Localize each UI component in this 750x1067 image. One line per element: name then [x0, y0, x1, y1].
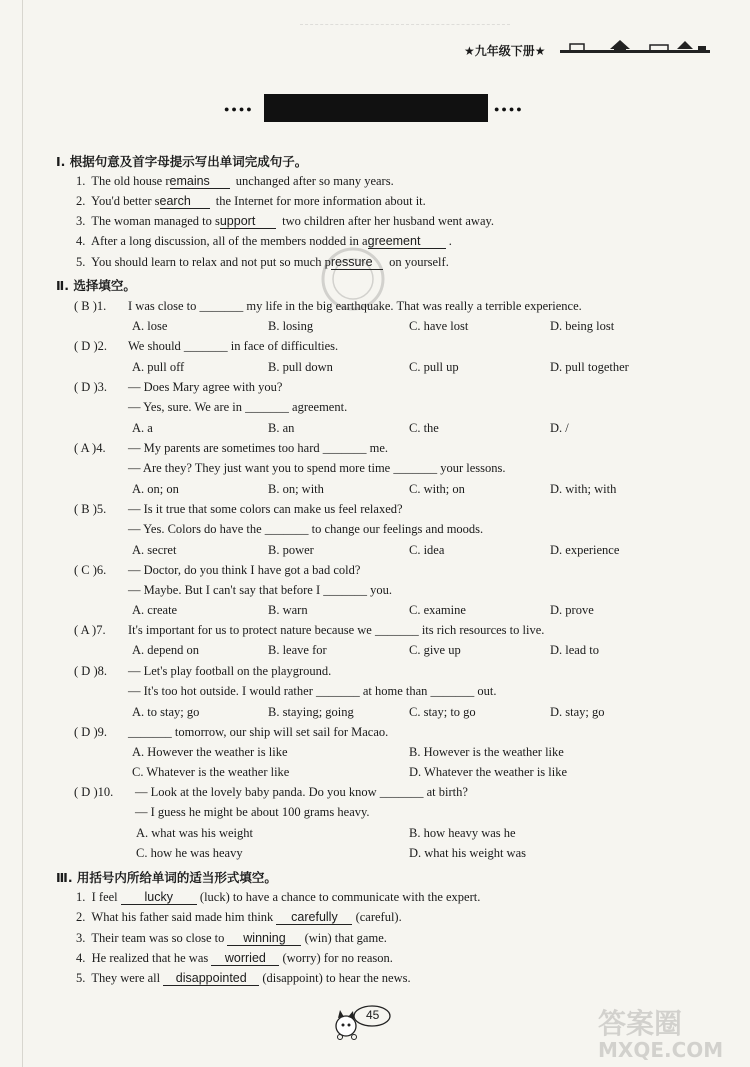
q1-mark: ( B )1. — [74, 299, 107, 313]
option: B. power — [268, 543, 314, 557]
answer-blank: greement — [368, 234, 446, 249]
q8-mark: ( D )8. — [74, 664, 107, 678]
item-text: two children after her husband went away. — [282, 214, 495, 228]
item-text: unchanged after so many years. — [235, 174, 394, 188]
q4-mark: ( A )4. — [74, 441, 106, 455]
option: D. Whatever the weather is like — [409, 765, 568, 779]
option: C. with; on — [409, 482, 465, 496]
answer-blank: upport — [220, 214, 276, 229]
option: C. give up — [409, 643, 461, 657]
item-text: The woman managed to s — [91, 214, 220, 228]
q10-stem-2: — I guess he might be about 100 grams heavy. — [135, 805, 370, 819]
s3-item-4 — [76, 951, 393, 966]
item-text: (careful). — [355, 910, 402, 924]
answer-blank: disappointed — [163, 971, 259, 986]
item-number: 1. — [76, 890, 86, 904]
item-number: 2. — [76, 194, 86, 208]
q4-stem: — My parents are sometimes too hard _______ me. — [128, 441, 389, 455]
q5-mark: ( B )5. — [74, 502, 107, 516]
section-title-bar — [224, 94, 524, 122]
option: A. pull off — [132, 360, 185, 374]
option: B. on; with — [268, 482, 324, 496]
q7-stem: It's important for us to protect nature because we _______ its rich resources to live. — [128, 623, 545, 637]
option: A. create — [132, 603, 178, 617]
s1-item-2 — [76, 194, 426, 209]
option: B. an — [268, 421, 295, 435]
item-text: The old house r — [91, 174, 170, 188]
q3-mark: ( D )3. — [74, 380, 107, 394]
option: B. However is the weather like — [409, 745, 564, 759]
q3-stem-2: — Yes, sure. We are in _______ agreement. — [128, 400, 348, 414]
option: D. being lost — [550, 319, 615, 333]
item-text: (worry) for no reason. — [282, 951, 393, 965]
q9-stem: _______ tomorrow, our ship will set sail for Macao. — [128, 725, 389, 739]
q7-mark: ( A )7. — [74, 623, 106, 637]
option: C. pull up — [409, 360, 459, 374]
option: A. lose — [132, 319, 168, 333]
option: A. depend on — [132, 643, 199, 657]
grade-label: ★九年级下册★ — [464, 44, 546, 58]
option: B. warn — [268, 603, 308, 617]
answer-blank: worried — [211, 951, 279, 966]
answer-blank: ressure — [331, 255, 383, 270]
option: C. have lost — [409, 319, 469, 333]
option: D. what his weight was — [409, 846, 526, 860]
item-text: Their team was so close to — [91, 931, 225, 945]
item-text: (win) that game. — [304, 931, 387, 945]
svg-text:MXQE.COM: MXQE.COM — [598, 1038, 724, 1061]
option: D. / — [550, 421, 569, 435]
option: D. pull together — [550, 360, 629, 374]
item-number: 4. — [76, 234, 86, 248]
option: D. prove — [550, 603, 594, 617]
item-text: After a long discussion, all of the members nodded in a — [90, 234, 368, 248]
item-number: 5. — [76, 971, 86, 985]
option: A. what was his weight — [136, 826, 253, 840]
option: B. staying; going — [268, 705, 354, 719]
item-text: You'd better s — [91, 194, 160, 208]
q2-stem: We should _______ in face of difficulties. — [128, 339, 339, 353]
answer-blank: lucky — [121, 890, 197, 905]
item-text: He realized that he was — [91, 951, 209, 965]
title-block — [264, 94, 488, 122]
s3-item-2 — [76, 910, 402, 925]
village-decoration-icon — [560, 36, 710, 60]
answer-blank: carefully — [276, 910, 352, 925]
option: C. the — [409, 421, 439, 435]
option: D. lead to — [550, 643, 599, 657]
s3-item-5 — [76, 971, 411, 986]
q10-stem: — Look at the lovely baby panda. Do you know _______ at birth? — [135, 785, 468, 799]
cat-mascot-icon — [328, 1002, 392, 1040]
option: D. with; with — [550, 482, 617, 496]
option: B. leave for — [268, 643, 327, 657]
q5-stem-2: — Yes. Colors do have the _______ to change our feelings and moods. — [128, 522, 484, 536]
item-number: 3. — [76, 214, 86, 228]
q4-stem-2: — Are they? They just want you to spend more time _______ your lessons. — [128, 461, 506, 475]
option: B. pull down — [268, 360, 333, 374]
item-text: What his father said made him think — [91, 910, 274, 924]
item-text: You should learn to relax and not put so much p — [91, 255, 331, 269]
s1-item-5 — [76, 255, 449, 270]
q8-stem-2: — It's too hot outside. I would rather _______ at home than _______ out. — [128, 684, 497, 698]
s1-item-1 — [76, 174, 394, 189]
option: A. to stay; go — [132, 705, 200, 719]
s3-item-3 — [76, 931, 387, 946]
item-text: the Internet for more information about it. — [215, 194, 426, 208]
q9-mark: ( D )9. — [74, 725, 107, 739]
section1-heading: I. 根据句意及首字母提示写出单词完成句子。 — [56, 154, 308, 169]
title-dots-left: ●●●● — [224, 104, 254, 114]
page-number: 45 — [366, 1008, 380, 1022]
option: C. idea — [409, 543, 445, 557]
title-dots-right: ●●●● — [494, 104, 524, 114]
item-text: (disappoint) to hear the news. — [262, 971, 411, 985]
item-text: I feel — [91, 890, 118, 904]
q10-mark: ( D )10. — [74, 785, 114, 799]
item-text: They were all — [91, 971, 161, 985]
q2-mark: ( D )2. — [74, 339, 107, 353]
q6-stem: — Doctor, do you think I have got a bad cold? — [128, 563, 361, 577]
s3-item-1 — [76, 890, 480, 905]
svg-text:答案圈: 答案圈 — [598, 1007, 683, 1040]
item-number: 4. — [76, 951, 86, 965]
option: D. experience — [550, 543, 620, 557]
option: A. However the weather is like — [132, 745, 288, 759]
q8-stem: — Let's play football on the playground. — [128, 664, 332, 678]
item-number: 1. — [76, 174, 86, 188]
s1-item-3 — [76, 214, 494, 229]
option: D. stay; go — [550, 705, 605, 719]
s1-item-4 — [76, 234, 452, 249]
item-text: (luck) to have a chance to communicate with the expert. — [199, 890, 481, 904]
item-number: 2. — [76, 910, 86, 924]
answer-blank: emains — [170, 174, 230, 189]
q6-mark: ( C )6. — [74, 563, 107, 577]
q5-stem: — Is it true that some colors can make us feel relaxed? — [128, 502, 403, 516]
option: A. secret — [132, 543, 177, 557]
option: B. losing — [268, 319, 314, 333]
answer-blank: winning — [227, 931, 301, 946]
option: A. on; on — [132, 482, 179, 496]
item-text: . — [448, 234, 452, 248]
top-stamp-decoration — [300, 10, 510, 25]
option: A. a — [132, 421, 153, 435]
section2-heading: Ⅱ. 选择填空。 — [56, 278, 136, 293]
option: C. how he was heavy — [136, 846, 243, 860]
site-watermark-logo — [594, 1003, 744, 1061]
item-number: 5. — [76, 255, 86, 269]
option: B. how heavy was he — [409, 826, 516, 840]
item-number: 3. — [76, 931, 86, 945]
answer-blank: earch — [160, 194, 210, 209]
option: C. examine — [409, 603, 466, 617]
q6-stem-2: — Maybe. But I can't say that before I _______ you. — [128, 583, 392, 597]
item-text: on yourself. — [389, 255, 449, 269]
q1-stem: I was close to _______ my life in the big earthquake. That was really a terrible experience. — [128, 299, 582, 313]
section3-heading: Ⅲ. 用括号内所给单词的适当形式填空。 — [56, 870, 277, 885]
option: C. Whatever is the weather like — [132, 765, 290, 779]
page-edge — [22, 0, 23, 1067]
q3-stem: — Does Mary agree with you? — [128, 380, 283, 394]
option: C. stay; to go — [409, 705, 476, 719]
